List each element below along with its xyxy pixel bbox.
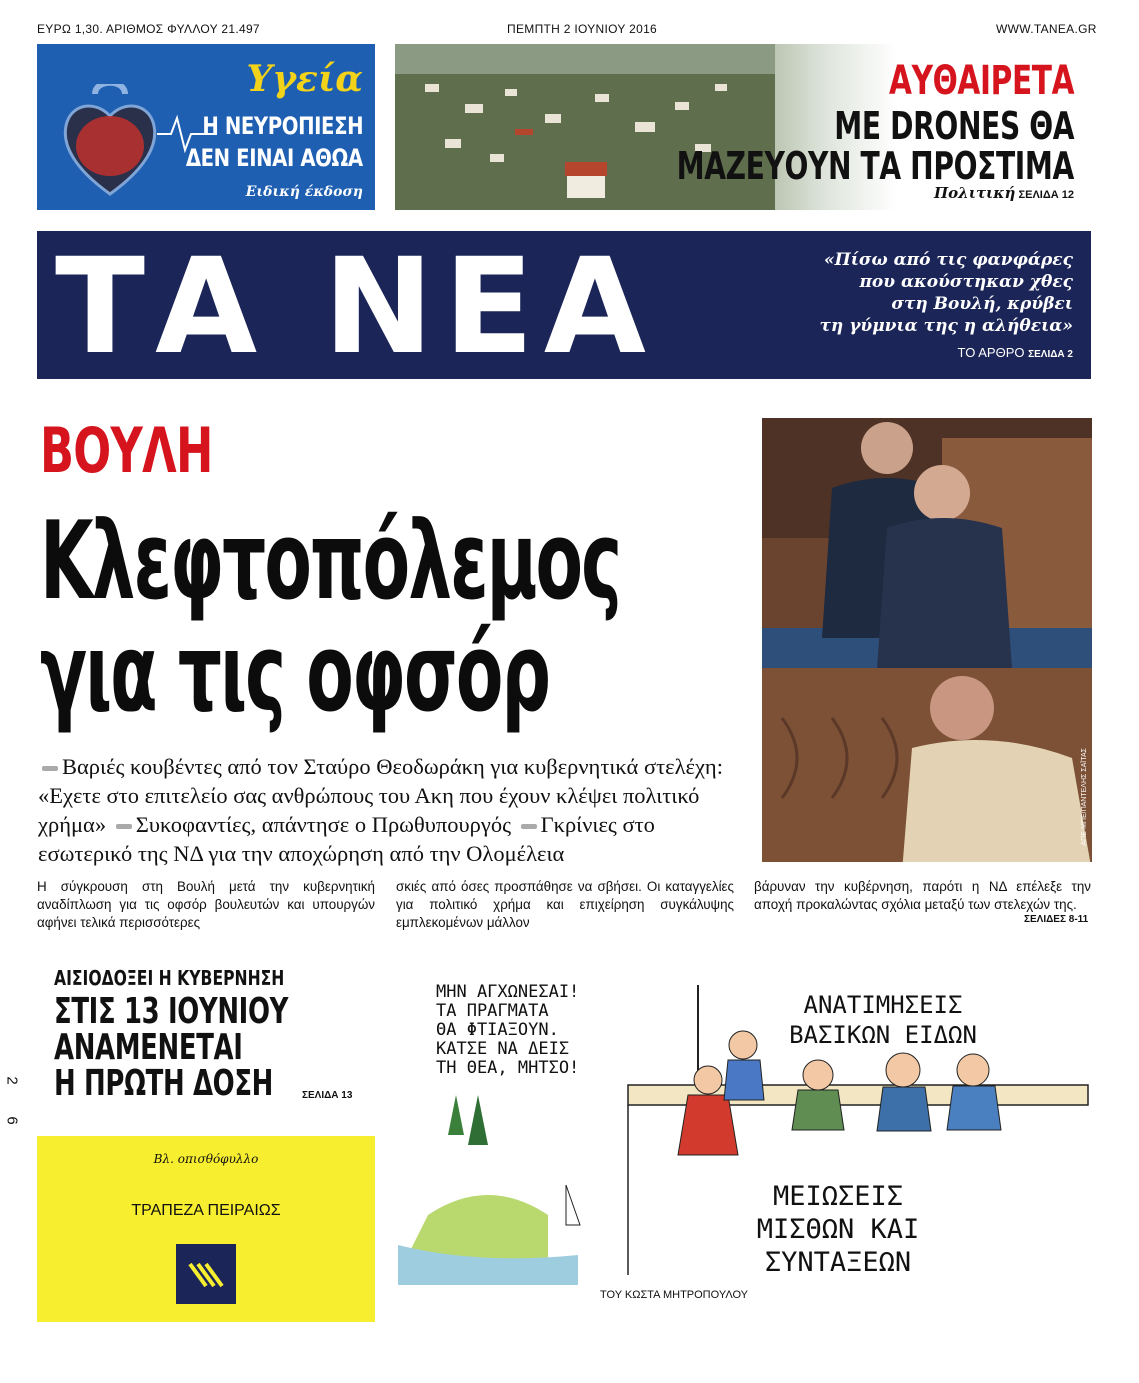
body-column-3: βάρυναν την κυβέρνηση, παρότι η ΝΔ επέλεξε την αποχή προκαλώντας σχόλια μεταξύ των στελεχών της. bbox=[754, 879, 1091, 912]
caption-line: ΒΑΣΙΚΩΝ ΕΙΔΩΝ bbox=[789, 1021, 977, 1049]
quote-line: που ακούστηκαν χθες bbox=[859, 272, 1073, 292]
summary-point-2: Συκοφαντίες, απάντησε ο Πρωθυπουργός bbox=[135, 812, 511, 837]
body-column-2: σκιές από όσες προσπάθησε να σβήσει. Οι καταγγελίες για πολιτικό χρήμα και επιχείρηση συγκάλυψης εμπλεκομένων μάλλον bbox=[396, 879, 734, 930]
drones-headline-1: ΜΕ DRONES ΘΑ bbox=[834, 104, 1074, 148]
cartoon-caption-bottom bbox=[698, 1180, 978, 1279]
cartoon-caption-top bbox=[723, 990, 1043, 1050]
issue-date: ΠΕΜΠΤΗ 2 ΙΟΥΝΙΟΥ 2016 bbox=[507, 22, 658, 36]
caption-line: ΣΥΝΤΑΞΕΩΝ bbox=[764, 1247, 912, 1278]
caption-line: ΜΕΙΩΣΕΙΣ bbox=[772, 1181, 904, 1212]
caption-line: ΑΝΑΤΙΜΗΣΕΙΣ bbox=[803, 991, 963, 1019]
main-headline-2[interactable]: για τις οφσόρ bbox=[40, 611, 550, 736]
speech-bubble bbox=[436, 983, 579, 1078]
health-headline-1: Η ΝΕΥΡΟΠΙΕΣΗ bbox=[202, 112, 363, 140]
summary-point-1: Βαριές κουβέντες από τον Σταύρο Θεοδωράκη για κυβερνητικά στελέχη: «Εχετε στο επιτελείο σας ανθρώπους του Ακη που έχουν κλέψει πολιτικό χρήμα» bbox=[38, 754, 723, 837]
side-number-2: 2 bbox=[3, 1076, 21, 1085]
lower-headline-3[interactable]: Η ΠΡΩΤΗ ΔΟΣΗ bbox=[54, 1063, 274, 1104]
photo-credit: ΑΠΕ-ΜΠΕ/ΠΑΝΤΕΛΗΣ ΣΑΪΤΑΣ bbox=[1081, 748, 1088, 846]
bullet-dash bbox=[42, 766, 58, 771]
ad-see-back: Βλ. οπισθόφυλλο bbox=[153, 1152, 259, 1166]
drones-kicker: ΑΥΘΑΙΡΕΤΑ bbox=[888, 58, 1074, 104]
drones-promo[interactable] bbox=[395, 44, 1091, 210]
political-cartoon[interactable] bbox=[398, 955, 1092, 1315]
drones-section-ref bbox=[934, 184, 1074, 202]
caption-line: ΜΙΣΘΩΝ ΚΑΙ bbox=[756, 1214, 920, 1245]
drones-page: ΣΕΛΙΔΑ 12 bbox=[1018, 189, 1074, 201]
quote-line: «Πίσω από τις φανφάρες bbox=[824, 250, 1073, 270]
speech-line: ΤΑ ΠΡΑΓΜΑΤΑ bbox=[436, 1001, 549, 1021]
body-column-1: Η σύγκρουση στη Βουλή μετά την κυβερνητική αναδίπλωση για τις οφσόρ βουλευτών και υπουργών αφήνει τελικά περισσότερες bbox=[37, 879, 375, 930]
quote-line: τη γύμνια της η αλήθεια» bbox=[819, 316, 1073, 336]
newspaper-logo: ΤΑ ΝΕΑ bbox=[55, 230, 656, 384]
main-summary bbox=[38, 752, 738, 868]
website-link[interactable]: WWW.TANEA.GR bbox=[996, 22, 1097, 36]
lower-headline-2[interactable]: ΑΝΑΜΕΝΕΤΑΙ bbox=[54, 1027, 243, 1068]
speech-line: ΚΑΤΣΕ ΝΑ ΔΕΙΣ bbox=[436, 1039, 570, 1059]
summary-point-3: Γκρίνιες στο εσωτερικό της ΝΔ για την αποχώρηση από την Ολομέλεια bbox=[38, 812, 655, 866]
health-title: Υγεία bbox=[246, 58, 363, 100]
speech-line: ΜΗΝ ΑΓΧΩΝΕΣΑΙ! bbox=[436, 982, 580, 1002]
lower-kicker: ΑΙΣΙΟΔΟΞΕΙ Η ΚΥΒΕΡΝΗΣΗ bbox=[54, 966, 285, 990]
health-promo[interactable] bbox=[37, 44, 375, 210]
quote-line: στη Βουλή, κρύβει bbox=[891, 294, 1073, 314]
health-headline-2: ΔΕΝ ΕΙΝΑΙ ΑΘΩΑ bbox=[186, 144, 363, 172]
speech-line: ΘΑ ΦΤΙΑΞΟΥΝ. bbox=[436, 1020, 559, 1040]
masthead bbox=[37, 230, 1091, 384]
article-label: ΤΟ ΑΡΘΡΟ bbox=[957, 345, 1025, 360]
drones-section: Πολιτική bbox=[934, 184, 1016, 202]
lower-page: ΣΕΛΙΔΑ 13 bbox=[302, 1090, 353, 1101]
price-issue: ΕΥΡΩ 1,30. ΑΡΙΘΜΟΣ ΦΥΛΛΟΥ 21.497 bbox=[37, 22, 260, 36]
editorial-quote bbox=[753, 249, 1073, 337]
side-number-6: 6 bbox=[3, 1116, 21, 1125]
main-headline-1[interactable]: Κλεφτοπόλεμος bbox=[40, 499, 621, 624]
bullet-dash bbox=[116, 824, 132, 829]
main-kicker: ΒΟΥΛΗ bbox=[40, 414, 213, 487]
article-ref[interactable] bbox=[958, 345, 1073, 360]
bank-logo-icon bbox=[176, 1244, 236, 1304]
speech-line: ΤΗ ΘΕΑ, ΜΗΤΣΟ! bbox=[436, 1058, 580, 1078]
health-subtitle: Ειδική έκδοση bbox=[245, 184, 363, 200]
piraeus-bank-ad[interactable] bbox=[37, 1136, 375, 1322]
cartoon-credit: ΤΟΥ ΚΩΣΤΑ ΜΗΤΡΟΠΟΥΛΟΥ bbox=[600, 1289, 749, 1301]
drones-headline-2: ΜΑΖΕΥΟΥΝ ΤΑ ΠΡΟΣΤΙΜΑ bbox=[676, 144, 1074, 188]
article-page: ΣΕΛΙΔΑ 2 bbox=[1028, 349, 1073, 360]
bullet-dash bbox=[521, 824, 537, 829]
main-pages: ΣΕΛΙΔΕΣ 8-11 bbox=[1024, 914, 1089, 925]
lower-headline-1[interactable]: ΣΤΙΣ 13 ΙΟΥΝΙΟΥ bbox=[54, 991, 289, 1032]
ad-bank-name: ΤΡΑΠΕΖΑ ΠΕΙΡΑΙΩΣ bbox=[131, 1202, 281, 1219]
parliament-photo[interactable] bbox=[762, 418, 1092, 862]
heart-illustration bbox=[55, 84, 165, 204]
parliament-scene bbox=[762, 418, 1092, 862]
